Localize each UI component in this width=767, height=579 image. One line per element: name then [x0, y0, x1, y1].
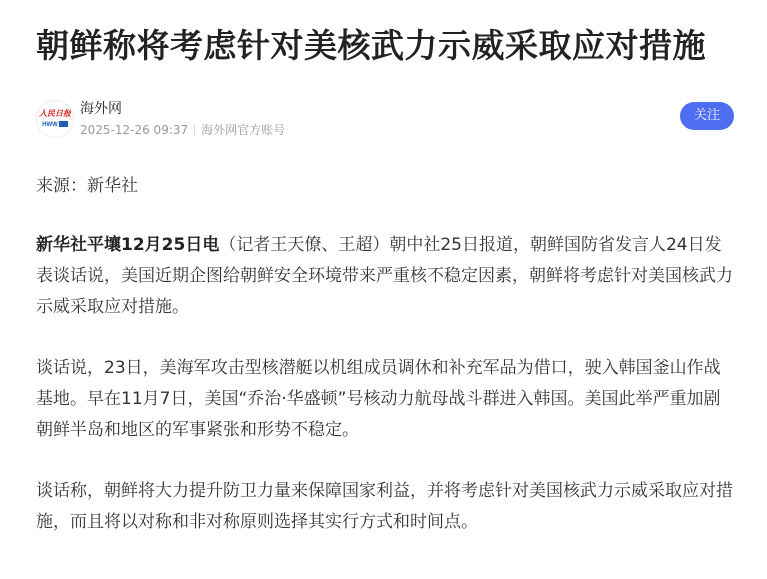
- article-meta: [80, 122, 285, 138]
- logo-text: 人民日报: [39, 108, 71, 118]
- paragraph-text: 谈话说，23日，美海军攻击型核潜艇以机组成员调休和补充军品为借口，驶入韩国釜山作战基地。早在11月7日，美国“乔治·华盛顿”号核动力航母战斗群进入韩国。美国此举严重加剧朝鲜半岛和地区的军事紧张和形势不稳定。: [36, 358, 721, 440]
- meta-divider: [194, 124, 195, 135]
- logo-sub-text: HWW: [42, 122, 58, 128]
- article: [36, 22, 736, 538]
- follow-button[interactable]: 关注: [680, 102, 734, 130]
- article-paragraph: [36, 476, 736, 538]
- article-source: 来源：新华社: [36, 176, 138, 196]
- author-name[interactable]: 海外网: [80, 101, 122, 117]
- publish-date: 2025-12-26 09:37: [80, 123, 189, 137]
- author-avatar[interactable]: [36, 100, 74, 138]
- paragraph-text: （记者王天僚、王超）朝中社25日报道，朝鲜国防省发言人24日发表谈话说，美国近期企图给朝鲜安全环境带来严重核不稳定因素，朝鲜将考虑针对美国核武力示威采取应对措施。: [36, 235, 733, 317]
- account-type: 海外网官方账号: [201, 123, 286, 137]
- article-title: 朝鲜称将考虑针对美核武力示威采取应对措施: [36, 26, 706, 65]
- haiwainet-logo-icon: [37, 101, 73, 137]
- article-paragraph: [36, 353, 736, 446]
- paragraph-text: 谈话称，朝鲜将大力提升防卫力量来保障国家利益，并将考虑针对美国核武力示威采取应对措施，而且将以对称和非对称原则选择其实行方式和时间点。: [36, 481, 733, 532]
- author-row: [36, 100, 736, 142]
- article-paragraph: [36, 230, 736, 323]
- paragraph-lead: 新华社平壤12月25日电: [36, 235, 220, 255]
